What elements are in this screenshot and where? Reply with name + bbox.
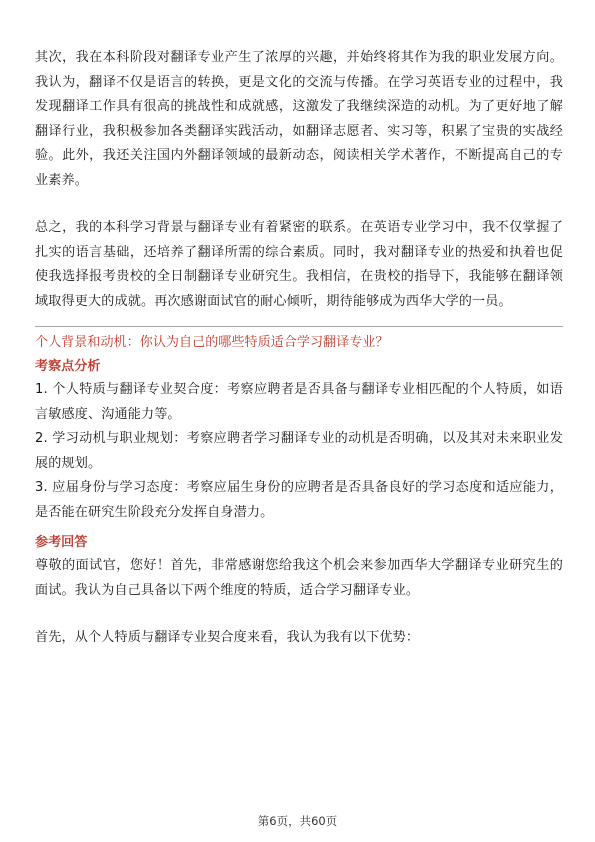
section-divider — [35, 326, 563, 327]
analysis-item-1: 1. 个人特质与翻译专业契合度：考察应聘者是否具备与翻译专业相匹配的个人特质，如语言敏感度、沟通能力等。 — [35, 382, 563, 422]
paragraph-gap — [35, 603, 563, 626]
reference-paragraph-1: 尊敬的面试官，您好！首先，非常感谢您给我这个机会来参加西华大学翻译专业研究生的面试。我认为自己具备以下两个维度的特质，适合学习翻译专业。 — [35, 558, 563, 598]
page-content — [35, 46, 563, 651]
question-heading: 个人背景和动机：你认为自己的哪些特质适合学习翻译专业？ — [35, 335, 389, 350]
analysis-item-3: 3. 应届身份与学习态度：考察应届生身份的应聘者是否具备良好的学习态度和适应能力，是否能在研究生阶段充分发挥自身潜力。 — [35, 480, 563, 520]
analysis-item-2: 2. 学习动机与职业规划：考察应聘者学习翻译专业的动机是否明确，以及其对未来职业发展的规划。 — [35, 431, 563, 471]
analysis-heading: 考察点分析 — [35, 359, 101, 374]
reference-paragraph-2: 首先，从个人特质与翻译专业契合度来看，我认为我有以下优势： — [35, 630, 420, 645]
intro-paragraph-2: 总之，我的本科学习背景与翻译专业有着紧密的联系。在英语专业学习中，我不仅掌握了扎实的语言基础，还培养了翻译所需的综合素质。同时，我对翻译专业的热爱和执着也促使我选择报考贵校的全日制翻译专业研究生。我相信，在贵校的指导下，我能够在翻译领域取得更大的成就。再次感谢面试官的耐心倾听，期待能够成为西华大学的一员。 — [35, 220, 563, 309]
reference-heading: 参考回答 — [35, 535, 88, 550]
intro-paragraph-1: 其次，我在本科阶段对翻译专业产生了浓厚的兴趣，并始终将其作为我的职业发展方向。我认为，翻译不仅是语言的转换，更是文化的交流与传播。在学习英语专业的过程中，我发现翻译工作具有很高的挑战性和成就感，这激发了我继续深造的动机。为了更好地了解翻译行业，我积极参加各类翻译实践活动，如翻译志愿者、实习等，积累了宝贵的实战经验。此外，我还关注国内外翻译领域的最新动态，阅读相关学术著作，不断提高自己的专业素养。 — [35, 50, 563, 188]
page-number-footer: 第6页，共60页 — [257, 814, 338, 828]
paragraph-gap — [35, 193, 563, 216]
